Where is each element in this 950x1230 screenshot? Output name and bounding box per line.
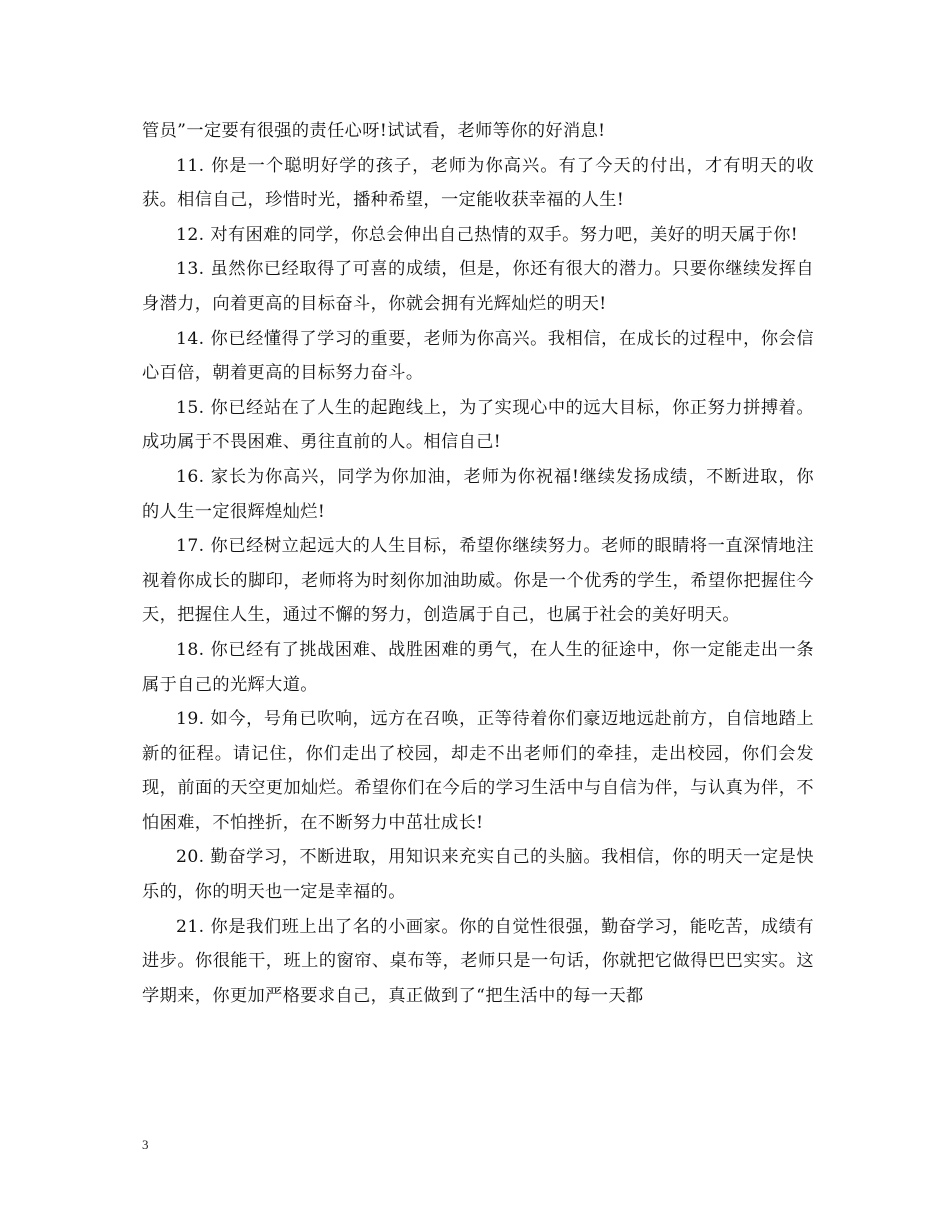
paragraph-comment-17: 17. 你已经树立起远大的人生目标，希望你继续努力。老师的眼睛将一直深情地注视着你成长的脚印，老师将为时刻你加油助威。你是一个优秀的学生，希望你把握住今天，把握住人生，通过不懈的努力，创造属于自己，也属于社会的美好明天。 bbox=[142, 536, 814, 626]
page-number: 3 bbox=[142, 1137, 149, 1152]
paragraph-comment-13: 13. 虽然你已经取得了可喜的成绩，但是，你还有很大的潜力。只要你继续发挥自身潜力，向着更高的目标奋斗，你就会拥有光辉灿烂的明天! bbox=[142, 259, 814, 314]
paragraph-comment-16: 16. 家长为你高兴，同学为你加油，老师为你祝福!继续发扬成绩，不断进取，你的人生一定很辉煌灿烂! bbox=[142, 466, 814, 522]
paragraph-comment-11: 11. 你是一个聪明好学的孩子，老师为你高兴。有了今天的付出，才有明天的收获。相信自己，珍惜时光，播种希望，一定能收获幸福的人生! bbox=[142, 155, 814, 211]
paragraph-continuation: 管员”一定要有很强的责任心呀!试试看，老师等你的好消息! bbox=[142, 121, 606, 141]
paragraph-comment-14: 14. 你已经懂得了学习的重要，老师为你高兴。我相信，在成长的过程中，你会信心百倍，朝着更高的目标努力奋斗。 bbox=[142, 328, 814, 384]
paragraph-comment-15: 15. 你已经站在了人生的起跑线上，为了实现心中的远大目标，你正努力拼搏着。成功属于不畏困难、勇往直前的人。相信自己! bbox=[142, 397, 814, 453]
page-body bbox=[142, 114, 814, 1013]
paragraph-comment-20: 20. 勤奋学习，不断进取，用知识来充实自己的头脑。我相信，你的明天一定是快乐的，你的明天也一定是幸福的。 bbox=[142, 847, 814, 903]
paragraph-comment-19: 19. 如今，号角已吹响，远方在召唤，正等待着你们豪迈地远赴前方，自信地踏上新的征程。请记住，你们走出了校园，却走不出老师们的牵挂，走出校园，你们会发现，前面的天空更加灿烂。希望你们在今后的学习生活中与自信为伴，与认真为伴，不怕困难，不怕挫折，在不断努力中茁壮成长! bbox=[142, 709, 814, 833]
paragraph-comment-12: 12. 对有困难的同学，你总会伸出自己热情的双手。努力吧，美好的明天属于你! bbox=[176, 224, 799, 245]
paragraph-comment-21: 21. 你是我们班上出了名的小画家。你的自觉性很强，勤奋学习，能吃苦，成绩有进步。你很能干，班上的窗帘、桌布等，老师只是一句话，你就把它做得巴巴实实。这学期来，你更加严格要求自己，真正做到了“把生活中的每一天都 bbox=[142, 916, 814, 1006]
paragraph-comment-18: 18. 你已经有了挑战困难、战胜困难的勇气，在人生的征途中，你一定能走出一条属于自己的光辉大道。 bbox=[142, 639, 814, 695]
